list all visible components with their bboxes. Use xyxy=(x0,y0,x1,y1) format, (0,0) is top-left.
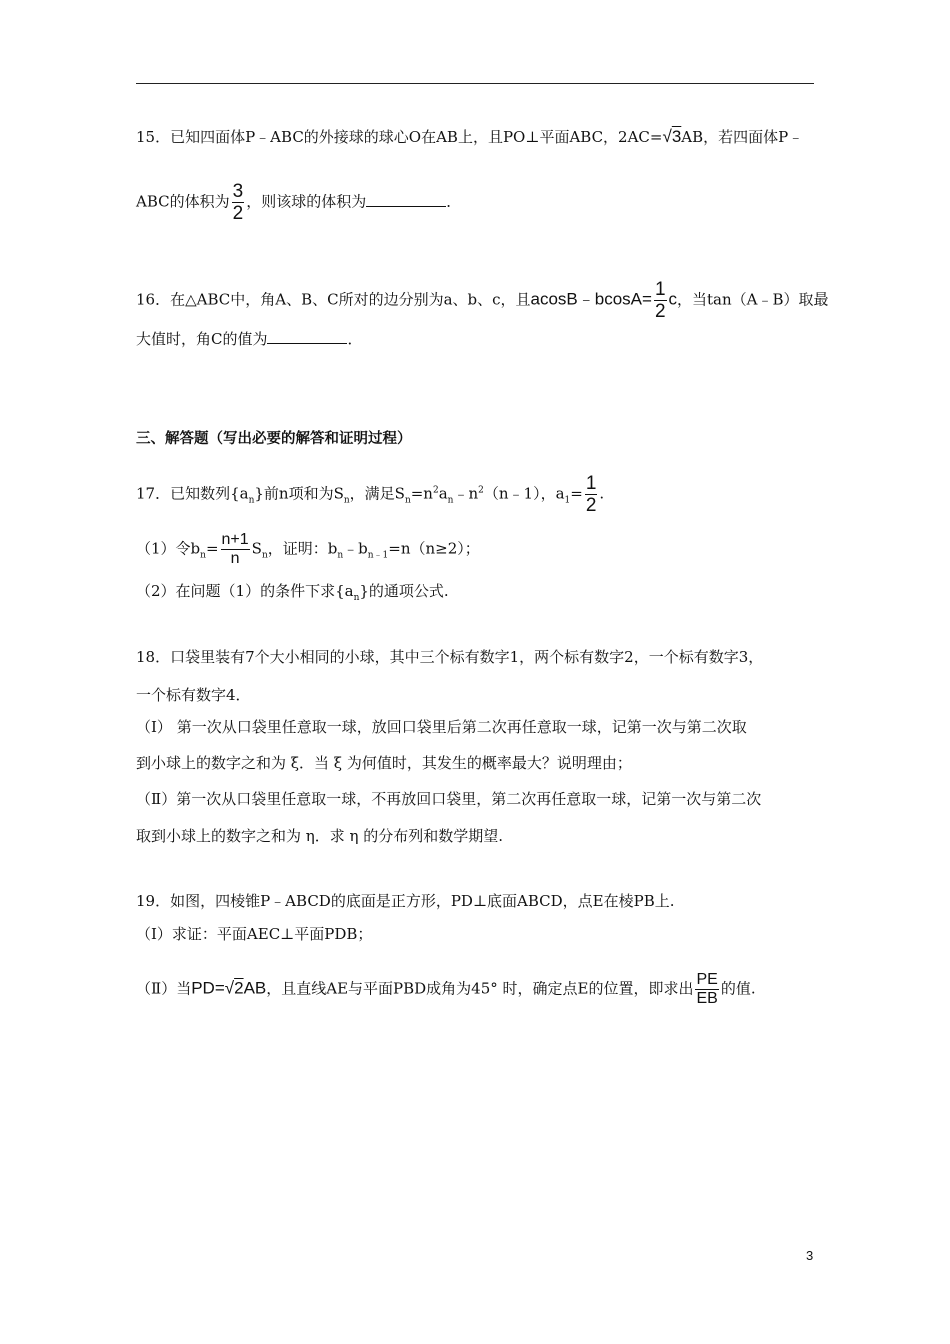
q19-part1: （Ⅰ）求证：平面AEC⊥平面PDB； xyxy=(136,925,373,943)
q18-part1-line1: （Ⅰ） 第一次从口袋里任意取一球，放回口袋里后第二次再任意取一球，记第一次与第二次取 xyxy=(136,718,747,736)
q15-line2: ABC的体积为 $\frac{3}{2}$ ，则该球的体积为 ． xyxy=(136,181,462,224)
sqrt-sign: √ xyxy=(224,978,235,998)
fraction: $\frac{1}{2}$ xyxy=(654,279,666,322)
q17-line1: 17．已知数列$\{a_n\}$前n项和为$S_n$，满足$S_n=n^2a_n﹣n^2(n﹣1)$，$a_1=$ $\frac{1}{2}$ . xyxy=(136,473,605,516)
fraction: $\frac{3}{2}$ xyxy=(232,181,244,224)
q18-line2: 一个标有数字4． xyxy=(136,686,251,704)
q18-part2-line2: 取到小球上的数字之和为 η．求 η 的分布列和数学期望. xyxy=(136,827,504,845)
q18-line1: 18．口袋里装有7个大小相同的小球，其中三个标有数字1，两个标有数字2，一个标有数字3， xyxy=(136,648,764,666)
radicand: 2 xyxy=(234,978,244,998)
answer-blank xyxy=(267,329,347,344)
q19-line1: 19．如图，四棱锥P﹣ABCD的底面是正方形，PD⊥底面ABCD，点E在棱PB上. xyxy=(136,892,675,910)
radicand: 3 xyxy=(671,127,682,146)
q16-line2: 大值时，角C的值为 ． xyxy=(136,330,363,348)
sqrt-sign: √ xyxy=(662,127,672,146)
answer-blank xyxy=(366,192,446,207)
fraction: $\frac{PE}{EB}$ xyxy=(696,971,718,1007)
q17-part2: （2）在问题（1）的条件下求$\{a_n\}$的通项公式. xyxy=(136,582,449,603)
q18-part2-line1: （Ⅱ）第一次从口袋里任意取一球，不再放回口袋里，第二次再任意取一球，记第一次与第二次 xyxy=(136,790,762,808)
page-number: 3 xyxy=(806,1248,814,1263)
q18-part1-line2: 到小球上的数字之和为 ξ．当 ξ 为何值时，其发生的概率最大？说明理由； xyxy=(136,754,632,772)
header-rule xyxy=(136,83,814,84)
q19-part2: （Ⅱ）当PD=√2AB，且直线AE与平面PBD成角为45° 时，确定点E的位置，即求出 $\frac{PE}{EB}$ 的值. xyxy=(136,971,756,1007)
q15-line1: 15．已知四面体P﹣ABC的外接球的球心O在AB上，且PO⊥平面ABC，2AC=√3AB，若四面体P﹣ xyxy=(136,127,804,146)
section-heading: 三、解答题（写出必要的解答和证明过程） xyxy=(136,431,412,447)
q17-part1: （1）令$b_n=$ $\frac{n+1}{n}$ $S_n$，证明：$b_n﹣b_{n﹣1}=n(n\ge 2)$； xyxy=(136,531,480,567)
fraction: $\frac{1}{2}$ xyxy=(585,473,597,516)
q16-line1: 16．在△ABC中，角A、B、C所对的边分别为a、b、c，且acosB﹣bcosA= $\frac{1}{2}$ c，当tan（A﹣B）取最 xyxy=(136,279,829,322)
fraction: $\frac{n+1}{n}$ xyxy=(221,531,249,567)
